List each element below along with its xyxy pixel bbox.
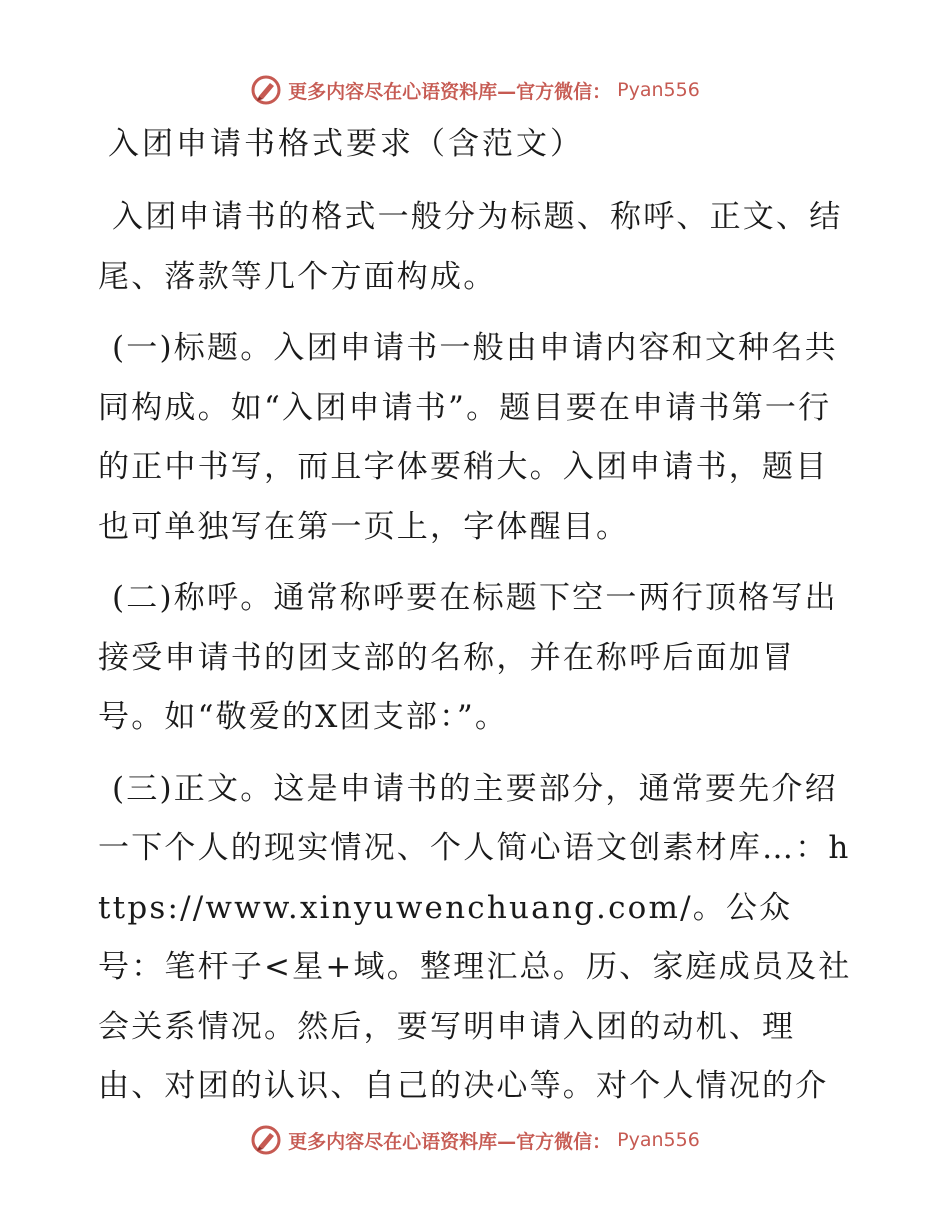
wechat-id: Pyan556: [617, 1129, 700, 1151]
header-banner: [0, 70, 950, 110]
footer-banner: [0, 1120, 950, 1160]
pen-logo-icon: [250, 74, 282, 106]
paragraph-intro: 入团申请书的格式一般分为标题、称呼、正文、结尾、落款等几个方面构成。: [98, 199, 843, 295]
pen-logo-icon: [250, 1124, 282, 1156]
paragraph-salutation-section: (二)称呼。通常称呼要在标题下空一两行顶格写出接受申请书的团支部的名称，并在称呼后面加冒号。如“敬爱的X团支部：”。: [98, 580, 838, 735]
paragraph-body-section: (三)正文。这是申请书的主要部分，通常要先介绍一下个人的现实情况、个人简心语文创素材库…：https://www.xinyuwenchuang.com/。公众号：笔杆子<星+域。整理汇总。历、家庭成员及社会关系情况。然后，要写明申请入团的动机、理由、对团的认识、自己的决心等。对个人情况的介: [98, 770, 852, 1104]
banner-text: 更多内容尽在心语资料库—官方微信：: [288, 1130, 612, 1153]
document-title: 入团申请书格式要求（含范文）: [108, 126, 584, 162]
paragraph-title-section: (一)标题。入团申请书一般由申请内容和文种名共同构成。如“入团申请书”。题目要在申请书第一行的正中书写，而且字体要稍大。入团申请书，题目也可单独写在第一页上，字体醒目。: [98, 330, 838, 545]
document-body: [98, 122, 858, 1129]
banner-text: 更多内容尽在心语资料库—官方微信：: [288, 80, 612, 103]
wechat-id: Pyan556: [617, 79, 700, 101]
